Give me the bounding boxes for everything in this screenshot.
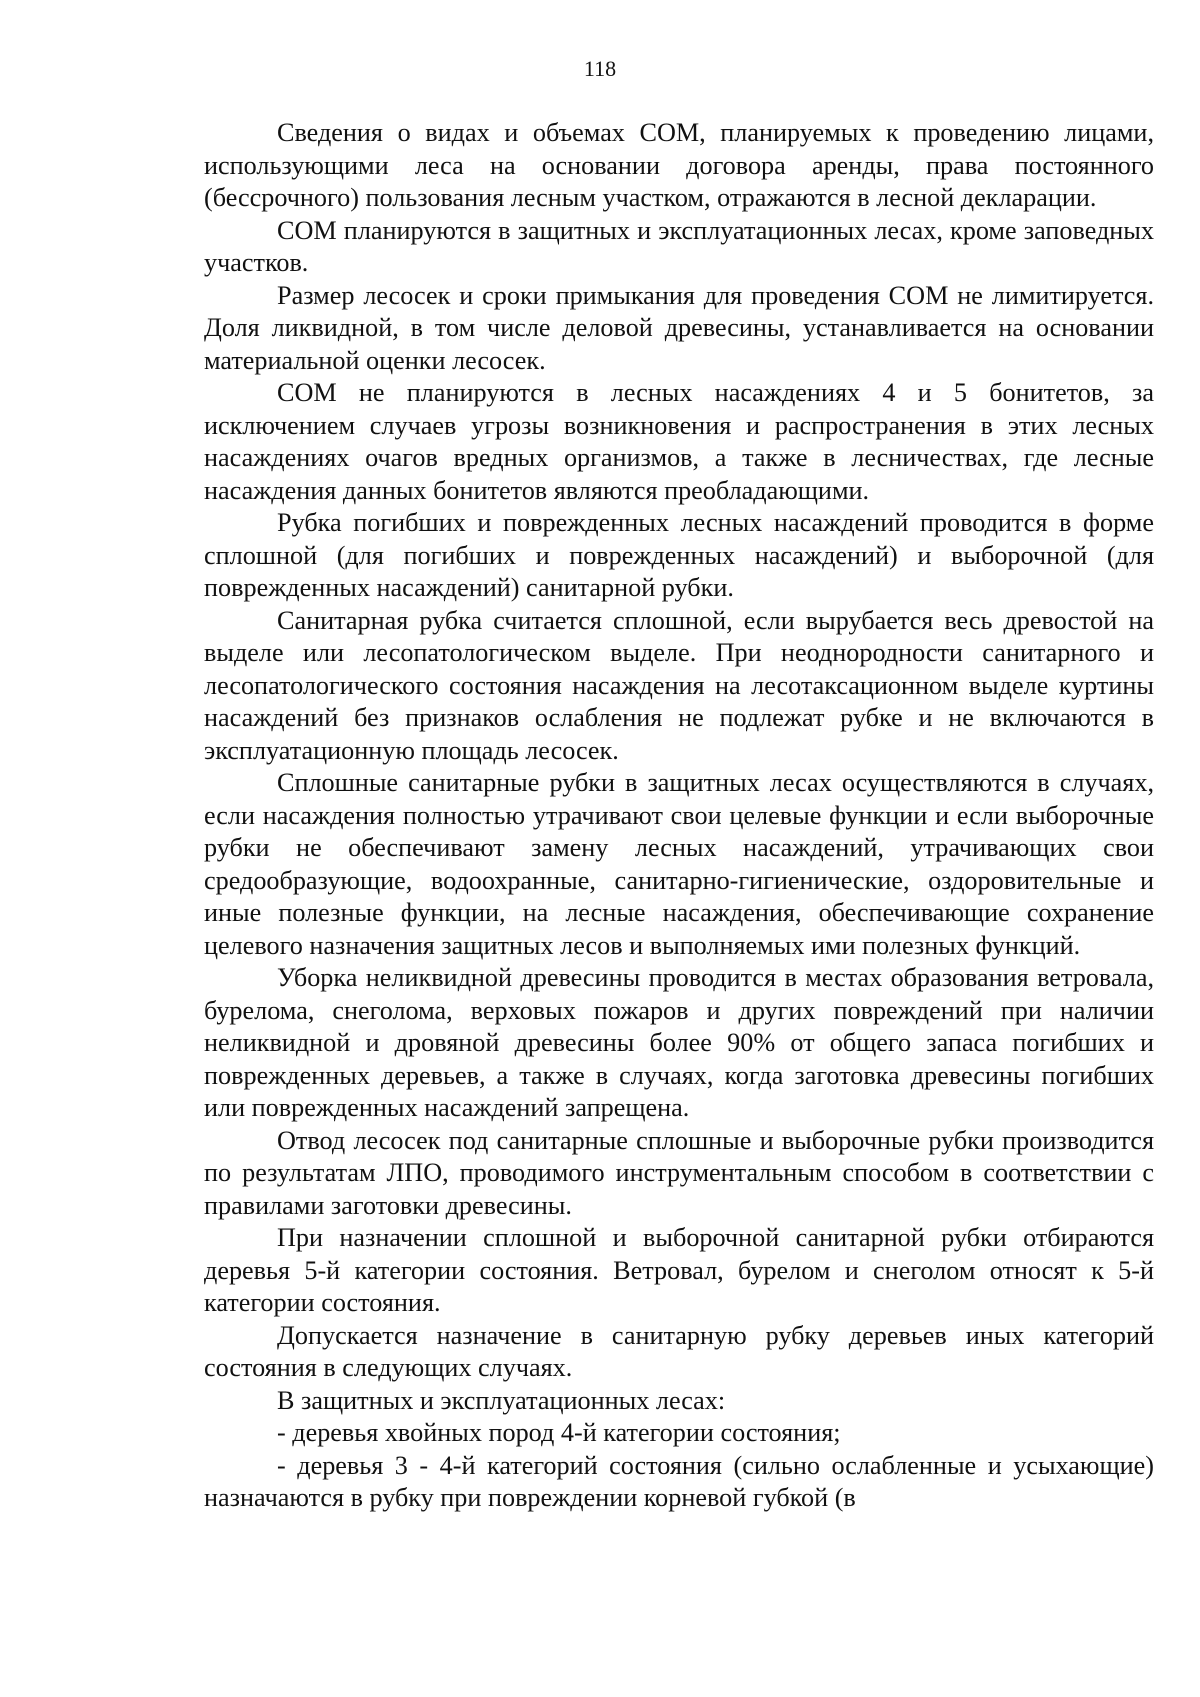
paragraph: Отвод лесосек под санитарные сплошные и выборочные рубки производится по результатам ЛПО, проводимого инструментальным способом в соответствии с правилами заготовки древесины. <box>204 1125 1154 1220</box>
paragraph: Допускается назначение в санитарную рубку деревьев иных категорий состояния в следующих случаях. <box>204 1320 1154 1382</box>
document-body <box>204 117 1154 1515</box>
paragraph: Размер лесосек и сроки примыкания для проведения СОМ не лимитируется. Доля ликвидной, в том числе деловой древесины, устанавливается на основании материальной оценки лесосек. <box>204 280 1154 375</box>
page-number: 118 <box>583 56 617 81</box>
paragraph: Сплошные санитарные рубки в защитных лесах осуществляются в случаях, если насаждения полностью утрачивают свои целевые функции и если выборочные рубки не обеспечивают замену лесных насаждений, утрачивающих свои средообразующие, водоохранные, санитарно-гигиенические, оздоровительные и иные полезные функции, на лесные насаждения, обеспечивающие сохранение целевого назначения защитных лесов и выполняемых ими полезных функций. <box>204 768 1154 960</box>
paragraph: Рубка погибших и поврежденных лесных насаждений проводится в форме сплошной (для погибших и поврежденных насаждений) и выборочной (для поврежденных насаждений) санитарной рубки. <box>204 508 1154 602</box>
paragraph: Сведения о видах и объемах СОМ, планируемых к проведению лицами, использующими леса на основании договора аренды, права постоянного (бессрочного) пользования лесным участком, отражаются в лесной декларации. <box>204 118 1154 212</box>
paragraph: В защитных и эксплуатационных лесах: <box>277 1385 726 1415</box>
paragraph: При назначении сплошной и выборочной санитарной рубки отбираются деревья 5-й категории состояния. Ветровал, бурелом и снеголом относят к 5-й категории состояния. <box>204 1223 1154 1317</box>
list-item: - деревья хвойных пород 4-й категории состояния; <box>277 1418 841 1447</box>
paragraph: Санитарная рубка считается сплошной, если вырубается весь древостой на выделе или лесопатологическом выделе. При неоднородности санитарного и лесопатологического состояния насаждения на лесотаксационном выделе куртины насаждений без признаков ослабления не подлежат рубке и не включаются в эксплуатационную площадь лесосек. <box>204 605 1154 765</box>
paragraph: СОМ планируются в защитных и эксплуатационных лесах, кроме заповедных участков. <box>204 215 1154 277</box>
paragraph: СОМ не планируются в лесных насаждениях 4 и 5 бонитетов, за исключением случаев угрозы возникновения и распространения в этих лесных насаждениях очагов вредных организмов, а также в лесничествах, где лесные насаждения данных бонитетов являются преобладающими. <box>204 378 1154 505</box>
paragraph: Уборка неликвидной древесины проводится в местах образования ветровала, бурелома, снеголома, верховых пожаров и других повреждений при наличии неликвидной и дровяной древесины более 90% от общего запаса погибших и поврежденных деревьев, а также в случаях, когда заготовка древесины погибших или поврежденных насаждений запрещена. <box>204 963 1154 1122</box>
list-item: - деревья 3 - 4-й категорий состояния (сильно ослабленные и усыхающие) назначаются в рубку при повреждении корневой губкой (в <box>204 1450 1154 1512</box>
